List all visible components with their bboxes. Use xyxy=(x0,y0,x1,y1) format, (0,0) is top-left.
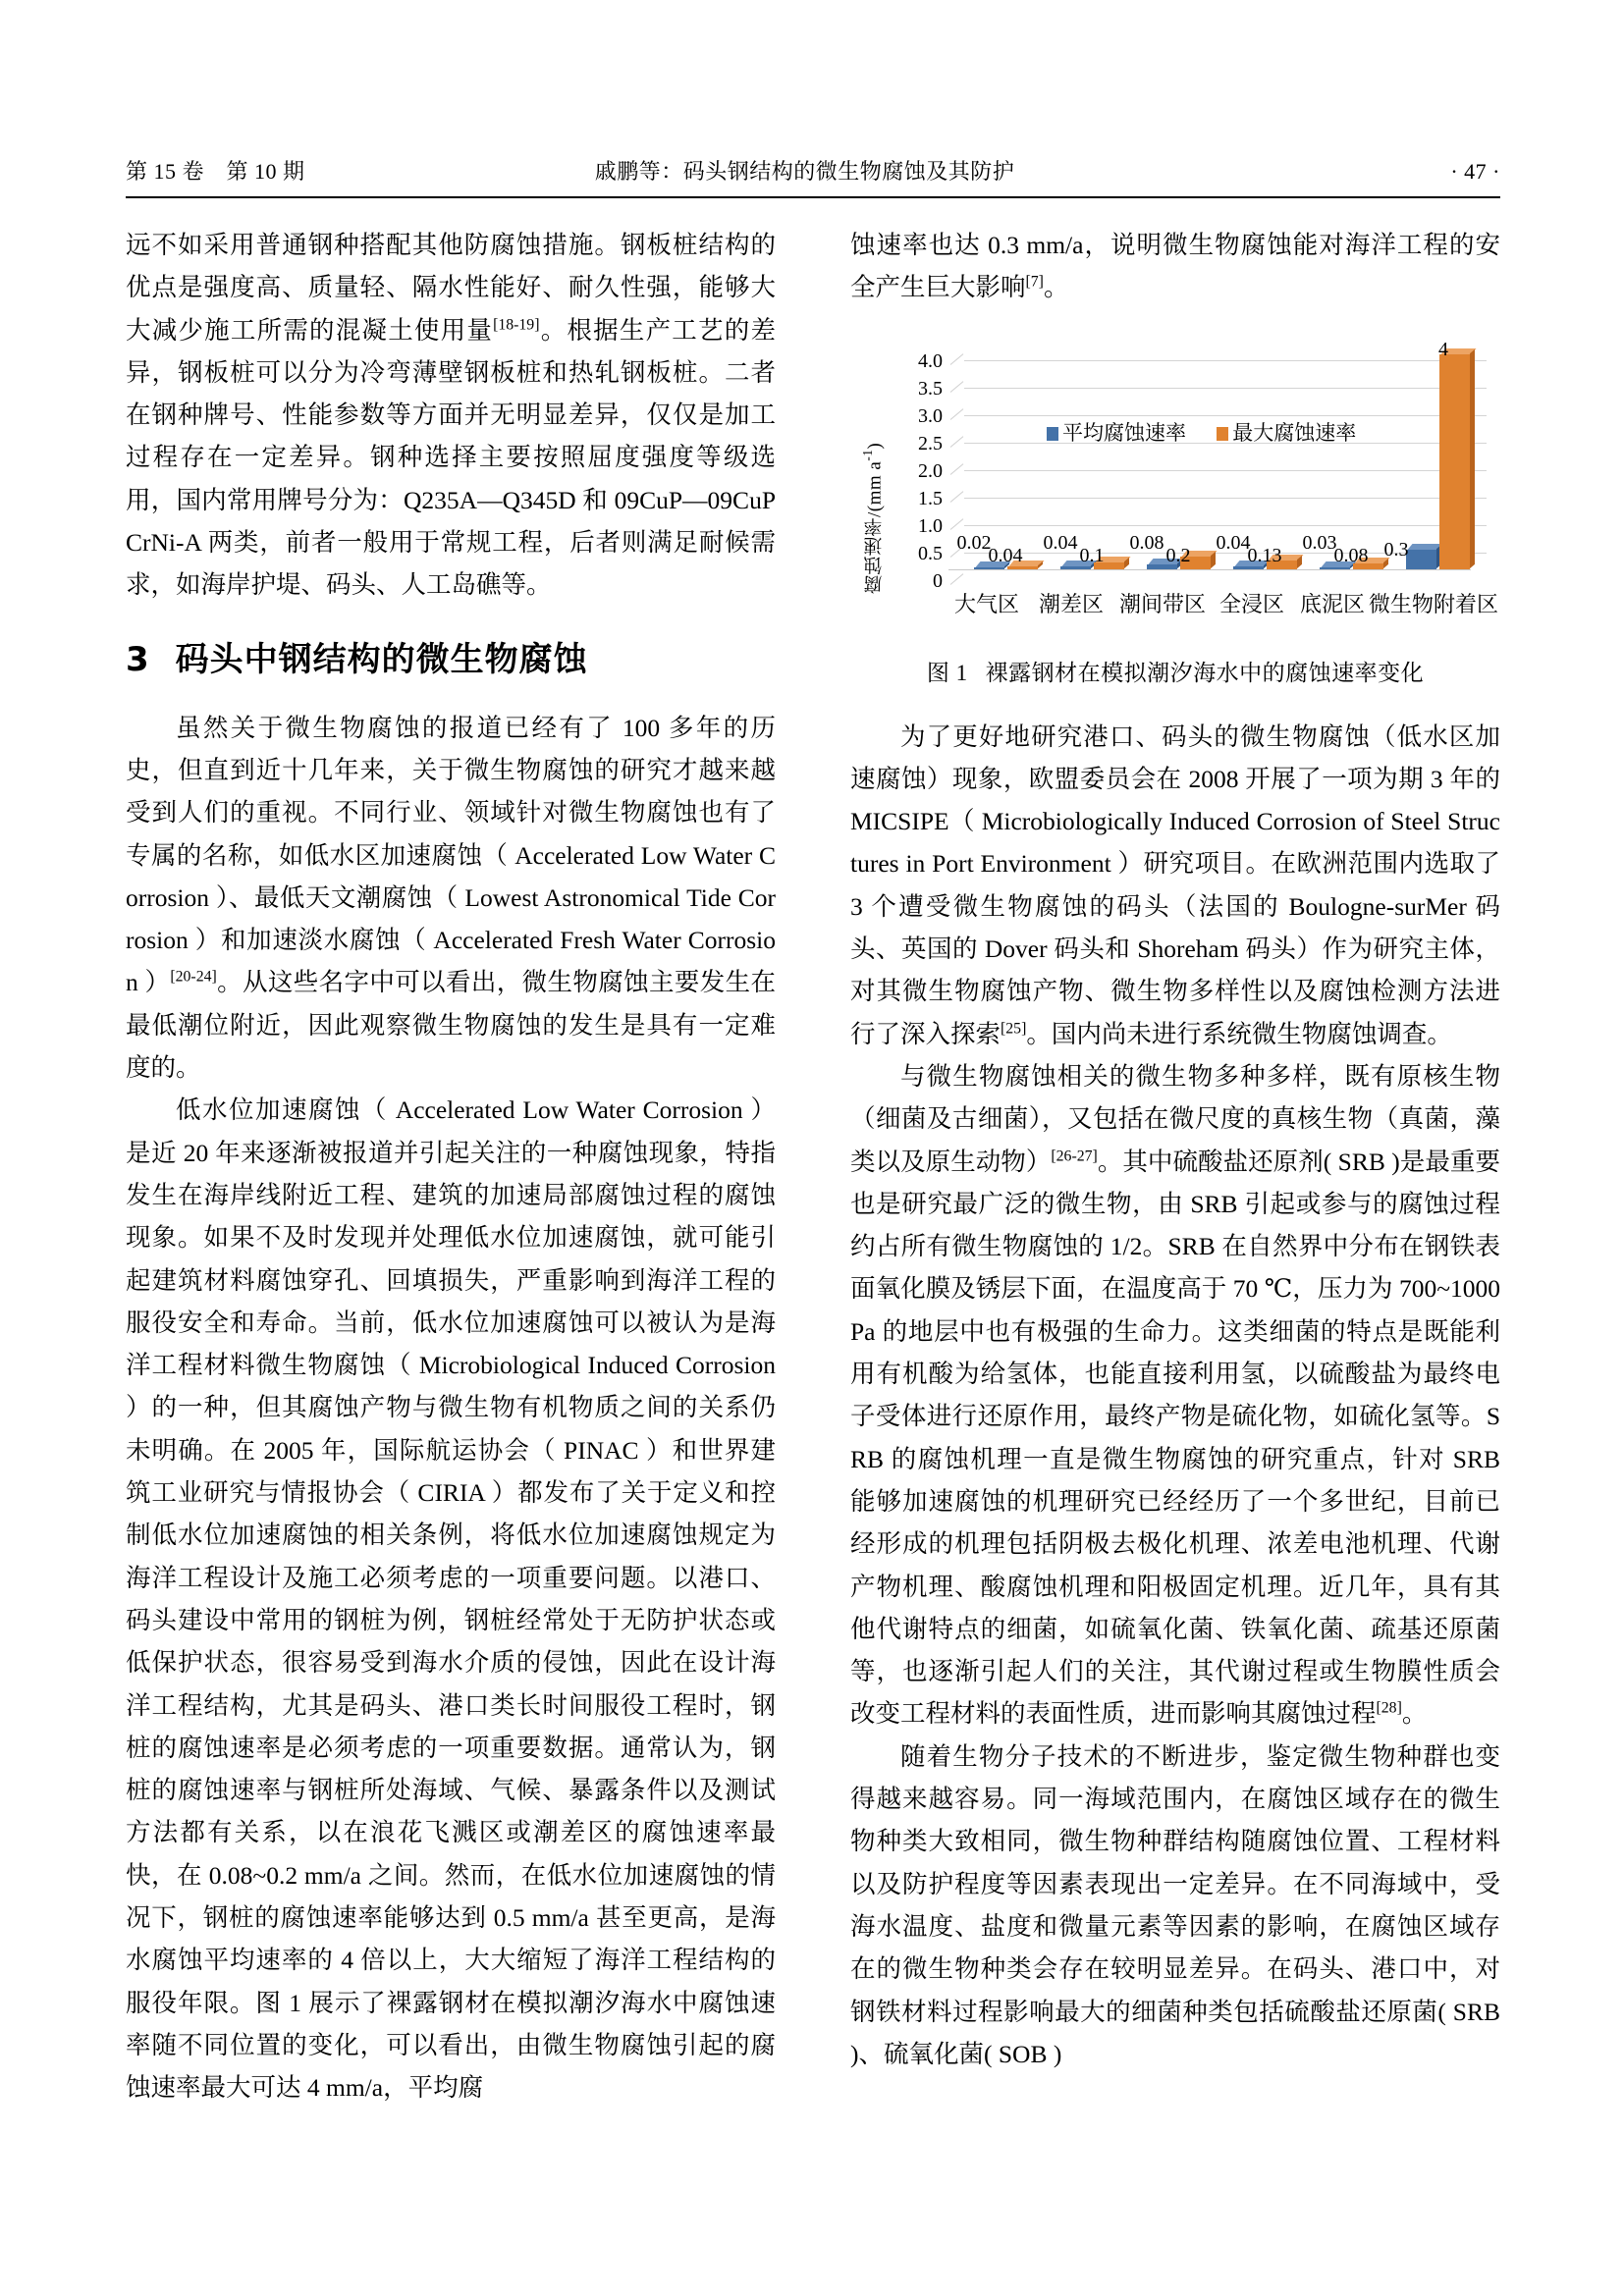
left-column xyxy=(126,224,776,2109)
paragraph-right-top-cont: 。 xyxy=(1043,273,1069,302)
bar-group-5 xyxy=(1396,352,1483,569)
y-axis-label-tail: ) xyxy=(864,442,886,450)
y-axis-label xyxy=(860,415,890,621)
depth-edge-2.0 xyxy=(950,463,964,475)
paragraph-right-1 xyxy=(850,716,1500,1055)
citation-ref: [20-24] xyxy=(170,968,217,986)
y-tick-7: 3.5 xyxy=(918,377,943,400)
paragraph-left-1-cont: 。根据生产工艺的差异，钢板桩可以分为冷弯薄壁钢板桩和热轧钢板桩。二者在钢种牌号、性能参数等方面并无明显差异，仅仅是加工过程存在一定差异。钢种选择主要按照屈度强度等级选用，国内常用牌号分为：Q235A—Q345D 和 09CuP—09CuPCrNi-A 两类，前者一般用于常规工程，后者则满足耐候需求，如海岸护堤、码头、人工岛礁等。 xyxy=(126,315,776,600)
legend-label-max: 最大腐蚀速率 xyxy=(1232,420,1357,445)
depth-edge-2.5 xyxy=(950,436,964,448)
plot-area xyxy=(948,338,1487,584)
figure-caption-text: 裸露钢材在模拟潮汐海水中的腐蚀速率变化 xyxy=(985,660,1425,685)
paragraph-right-2-cont2: 。 xyxy=(1401,1699,1428,1729)
figure-1 xyxy=(850,339,1500,690)
citation-ref: [25] xyxy=(1001,1020,1027,1038)
paragraph-right-2-text: 与微生物腐蚀相关的微生物多种多样，既有原核生物（细菌及古细菌），又包括在微尺度的真核生物（真菌，藻类以及原生动物） xyxy=(850,1061,1500,1176)
paragraph-right-2-cont: 。其中硫酸盐还原剂( SRB )是最重要也是研究最广泛的微生物，由 SRB 引起或参与的腐蚀过程约占所有微生物腐蚀的 1/2。SRB 在自然界中分布在钢铁表面氧化膜及锈层下面，在温度高于 70 ℃，压力为 700~1000 Pa 的地层中也有极强的生命力。这类细菌的特点是既能利用有机酸为给氢体，也能直接利用氢，以硫酸盐为最终电子受体进行还原作用，最终产物是硫化物，如硫化氢等。SRB 的腐蚀机理一直是微生物腐蚀的研究重点，针对 SRB 能够加速腐蚀的机理研究已经经历了一个多世纪，目前已经形成的机理包括阴极去极化机理、浓差电池机理、代谢产物机理、酸腐蚀机理和阳极固定机理。近几年，具有其他代谢特点的细菌，如硫氧化菌、铁氧化菌、疏基还原菌等，也逐渐引起人们的关注，其代谢过程或生物膜性质会改变工程材料的表面性质，进而影响其腐蚀过程 xyxy=(850,1147,1500,1729)
depth-edge-0 xyxy=(950,573,964,585)
data-label-max-5: 4 xyxy=(1438,338,1448,360)
y-tick-3: 1.5 xyxy=(918,487,943,509)
axis-baseline xyxy=(948,569,1471,570)
depth-edge-1.0 xyxy=(950,518,964,530)
x-category-4: 底泥区 xyxy=(1299,591,1365,616)
section-title: 码头中钢结构的微生物腐蚀 xyxy=(175,639,588,679)
x-category-0: 大气区 xyxy=(953,591,1019,616)
data-label-max-2: 0.2 xyxy=(1165,544,1191,566)
paragraph-right-3: 随着生物分子技术的不断进步，鉴定微生物种群也变得越来越容易。同一海域范围内，在腐蚀区域存在的微生物种类大致相同，微生物种群结构随腐蚀位置、工程材料以及防护程度等因素表现出一定差异。在不同海域中，受海水温度、盐度和微量元素等因素的影响，在腐蚀区域存在的微生物种类会存在较明显差异。在码头、港口中，对钢铁材料过程影响最大的细菌种类包括硫酸盐还原菌( SRB )、硫氧化菌( SOB ) xyxy=(850,1741,1500,2068)
paragraph-left-2-text: 虽然关于微生物腐蚀的报道已经有了 100 多年的历史，但直到近十几年来，关于微生物腐蚀的研究才越来越受到人们的重视。不同行业、领域针对微生物腐蚀也有了专属的名称，如低水区加速腐蚀（ Accelerated Low Water Corrosion ）、最低天文潮腐蚀（ Lowest Astronomical Tide Corrosion ）和加速淡水腐蚀（ Accelerated Fresh Water Corrosion ） xyxy=(126,713,776,997)
citation-ref: [18-19] xyxy=(493,316,540,334)
y-tick-4: 2.0 xyxy=(918,459,943,482)
running-head xyxy=(126,155,1500,188)
running-head-title: 戚鹏等：码头钢结构的微生物腐蚀及其防护 xyxy=(594,159,1015,184)
bar-max-5 xyxy=(1439,354,1470,569)
y-tick-2: 1.0 xyxy=(918,514,943,537)
depth-edge-4.0 xyxy=(950,353,964,365)
paragraph-left-1 xyxy=(126,224,776,607)
y-tick-6: 3.0 xyxy=(918,404,943,427)
section-heading xyxy=(126,636,776,683)
data-label-max-0: 0.04 xyxy=(988,544,1023,566)
citation-ref: [7] xyxy=(1025,273,1044,291)
paragraph-right-2 xyxy=(850,1055,1500,1735)
data-label-avg-5: 0.3 xyxy=(1383,538,1409,561)
legend-item-avg xyxy=(1047,417,1186,447)
paragraph-right-1-text: 为了更好地研究港口、码头的微生物腐蚀（低水区加速腐蚀）现象，欧盟委员会在 2008 开展了一项为期 3 年的 MICSIPE（ Microbiologically Induced Corrosion of Steel Structures in Port Environment ）研究项目。在欧洲范围内选取了 3 个遭受微生物腐蚀的码头（法国的 Boulogne-surMer 码头、英国的 Dover 码头和 Shoreham 码头）作为研究主体，对其微生物腐蚀产物、微生物多样性以及腐蚀检测方法进行了深入探索 xyxy=(850,721,1500,1048)
data-label-avg-4: 0.03 xyxy=(1302,531,1337,554)
depth-edge-1.5 xyxy=(950,491,964,503)
data-label-avg-1: 0.04 xyxy=(1043,531,1078,554)
section-number: 3 xyxy=(126,639,150,679)
paragraph-right-1-cont: 。国内尚未进行系统微生物腐蚀调查。 xyxy=(1026,1019,1452,1048)
x-category-1: 潮差区 xyxy=(1038,591,1104,616)
x-category-5: 微生物附着区 xyxy=(1368,591,1498,616)
paragraph-right-top-text: 蚀速率也达 0.3 mm/a，说明微生物腐蚀能对海洋工程的安全产生巨大影响 xyxy=(850,231,1500,302)
header-rule xyxy=(126,196,1500,198)
y-axis-label-sup: -1 xyxy=(860,449,875,461)
data-label-max-3: 0.13 xyxy=(1247,544,1282,566)
data-label-avg-0: 0.02 xyxy=(956,531,992,554)
y-tick-8: 4.0 xyxy=(918,349,943,372)
citation-ref: [26-27] xyxy=(1051,1148,1098,1165)
bar-avg-0 xyxy=(974,567,1004,569)
corrosion-rate-bar-chart xyxy=(850,339,1500,643)
running-head-volume: 第 15 卷 第 10 期 xyxy=(126,159,305,184)
data-label-max-4: 0.08 xyxy=(1333,544,1369,566)
legend-item-max xyxy=(1217,417,1356,447)
citation-ref: [28] xyxy=(1376,1699,1402,1717)
figure-number: 图 1 xyxy=(926,660,968,685)
bar-avg-4 xyxy=(1320,567,1350,569)
x-category-2: 潮间带区 xyxy=(1118,591,1206,616)
y-tick-1: 0.5 xyxy=(918,542,943,564)
data-label-avg-2: 0.08 xyxy=(1129,531,1164,554)
paragraph-left-1-text: 远不如采用普通钢种搭配其他防腐蚀措施。钢板桩结构的优点是强度高、质量轻、隔水性能好、耐久性强，能够大大减少施工所需的混凝土使用量 xyxy=(126,231,776,345)
paragraph-left-3: 低水位加速腐蚀（ Accelerated Low Water Corrosion ）是近 20 年来逐渐被报道并引起关注的一种腐蚀现象，特指发生在海岸线附近工程、建筑的加速局部腐蚀过程的腐蚀现象。如果不及时发现并处理低水位加速腐蚀，就可能引起建筑材料腐蚀穿孔、回填损失，严重影响到海洋工程的服役安全和寿命。当前，低水位加速腐蚀可以被认为是海洋工程材料微生物腐蚀（ Microbiological Induced Corrosion ）的一种，但其腐蚀产物与微生物有机物质之间的关系仍未明确。在 2005 年，国际航运协会（ PINAC ）和世界建筑工业研究与情报协会（ CIRIA ）都发布了关于定义和控制低水位加速腐蚀的相关条例，将低水位加速腐蚀规定为海洋工程设计及施工必须考虑的一项重要问题。以港口、码头建设中常用的钢桩为例，钢桩经常处于无防护状态或低保护状态，很容易受到海水介质的侵蚀，因此在设计海洋工程结构，尤其是码头、港口类长时间服役工程时，钢桩的腐蚀速率是必须考虑的一项重要数据。通常认为，钢桩的腐蚀速率与钢桩所处海域、气候、暴露条件以及测试方法都有关系，以在浪花飞溅区或潮差区的腐蚀速率最快，在 0.08~0.2 mm/a 之间。然而，在低水位加速腐蚀的情况下，钢桩的腐蚀速率能够达到 0.5 mm/a 甚至更高，是海水腐蚀平均速率的 4 倍以上，大大缩短了海洋工程结构的服役年限。图 1 展示了裸露钢材在模拟潮汐海水中腐蚀速率随不同位置的变化，可以看出，由微生物腐蚀引起的腐蚀速率最大可达 4 mm/a，平均腐 xyxy=(126,1095,776,2103)
data-label-max-1: 0.1 xyxy=(1079,544,1105,566)
x-category-3: 全浸区 xyxy=(1218,591,1284,616)
page-number: · 47 · xyxy=(1450,159,1500,184)
figure-caption xyxy=(850,657,1500,690)
x-axis-categories xyxy=(948,588,1498,621)
depth-edge-3.5 xyxy=(950,381,964,393)
paragraph-right-top xyxy=(850,224,1500,309)
data-label-avg-3: 0.04 xyxy=(1216,531,1251,554)
depth-edge-3.0 xyxy=(950,408,964,420)
y-tick-5: 2.5 xyxy=(918,432,943,454)
chart-legend xyxy=(1047,417,1381,447)
legend-swatch-max-icon xyxy=(1217,427,1228,441)
legend-swatch-avg-icon xyxy=(1047,427,1058,441)
right-column xyxy=(850,224,1500,2075)
y-axis-label-main: 腐蚀速率/(mm a xyxy=(864,460,886,594)
y-tick-0: 0 xyxy=(933,569,943,592)
paragraph-left-2 xyxy=(126,707,776,1090)
paragraph-left-2-cont: 。从这些名字中可以看出，微生物腐蚀主要发生在最低潮位附近，因此观察微生物腐蚀的发生是具有一定难度的。 xyxy=(126,968,776,1083)
legend-label-avg: 平均腐蚀速率 xyxy=(1062,420,1186,445)
